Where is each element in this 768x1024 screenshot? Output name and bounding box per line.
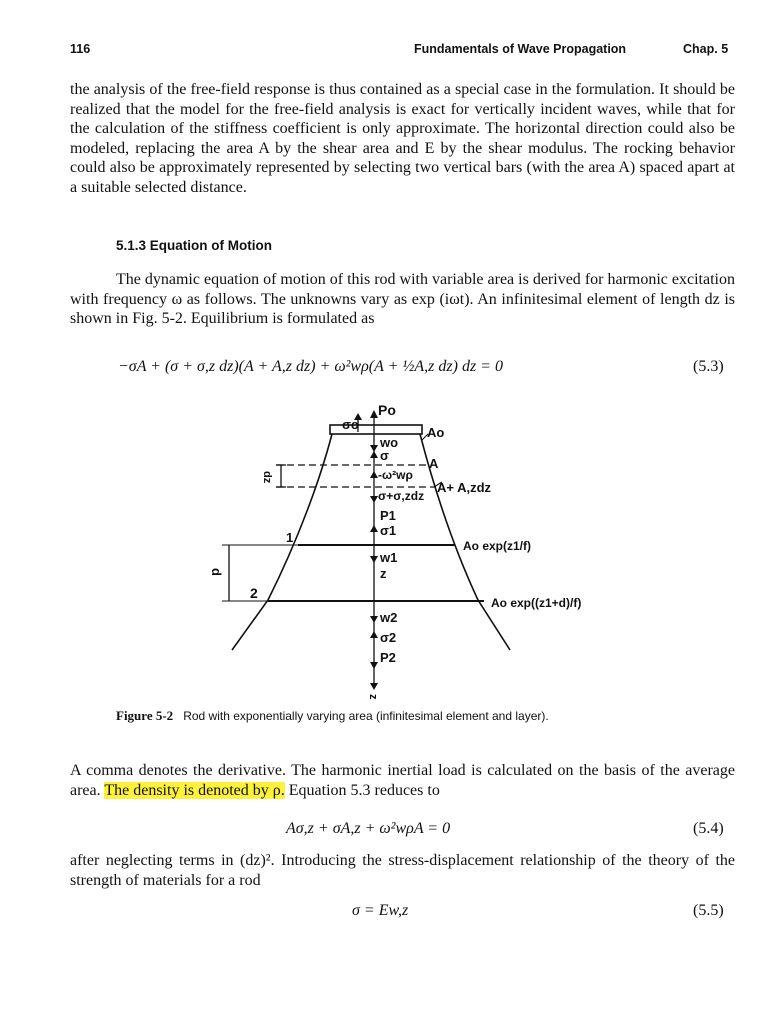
- label-w2: w2: [380, 610, 398, 625]
- label-a-exp1: Ao exp(z1/f): [463, 539, 532, 553]
- label-sigma-plus: σ+σ,zdz: [378, 489, 425, 503]
- label-sigma1: σ1: [380, 523, 397, 538]
- label-dz: dz: [261, 471, 273, 484]
- label-p0: Po: [378, 402, 396, 418]
- label-a: A: [429, 456, 439, 471]
- paragraph-derivative: [70, 761, 735, 800]
- label-z-bottom: z: [367, 694, 379, 700]
- caption-label: Figure 5-2: [116, 708, 174, 723]
- page-number: 116: [70, 42, 91, 56]
- label-d: d: [209, 568, 224, 576]
- running-title: Fundamentals of Wave Propagation: [414, 42, 627, 56]
- section-heading: 5.1.3 Equation of Motion: [116, 238, 272, 253]
- chapter-label: Chap. 5: [683, 42, 729, 56]
- label-p1: P1: [380, 508, 396, 523]
- label-w0: wo: [380, 435, 399, 450]
- paragraph-stress-displacement: after neglecting terms in (dz)². Introducing the stress-displacement relationship of the theory of the strength of materials for a rod: [70, 852, 735, 889]
- label-z-mid: z: [380, 566, 387, 581]
- label-w1: w1: [380, 550, 398, 565]
- equation-5-4-number: (5.4): [693, 820, 724, 837]
- figure-caption: [116, 708, 696, 724]
- caption-text: Rod with exponentially varying area (infinitesimal element and layer).: [183, 709, 549, 723]
- label-inertia: -ω²wρ: [378, 468, 413, 482]
- label-layer-1: 1: [286, 530, 294, 545]
- label-a0: Ao: [427, 425, 445, 440]
- equation-5-5: σ = Ew,z: [352, 902, 409, 919]
- label-sigma: σ: [380, 448, 389, 463]
- paragraph3-after: Equation 5.3 reduces to: [284, 781, 440, 799]
- highlighted-density-sentence: The density is denoted by ρ.: [104, 781, 285, 799]
- paragraph-equation-of-motion: The dynamic equation of motion of this rod with variable area is derived for harmonic excitation with frequency ω as follows. The unknowns vary as exp (iωt). An infinitesimal element of length dz is shown in Fig. 5-2. Equilibrium is formulated as: [70, 271, 735, 328]
- label-a-plus: A+ A,zdz: [437, 480, 492, 495]
- label-layer-2: 2: [250, 585, 258, 601]
- equation-5-5-number: (5.5): [693, 902, 724, 919]
- label-sigma2: σ2: [380, 630, 397, 645]
- label-sigma0: σo: [342, 417, 359, 432]
- label-p2: P2: [380, 650, 396, 665]
- equation-5-4: Aσ,z + σA,z + ω²wρA = 0: [286, 820, 451, 837]
- paragraph3-before: A comma denotes the derivative. The harmonic inertial load is calculated on the basis of the average area.: [70, 762, 735, 799]
- equation-5-3-number: (5.3): [693, 358, 724, 375]
- paragraph-free-field: the analysis of the free-field response is thus contained as a special case in the formulation. It should be realized that the model for the free-field analysis is exact for vertically incident waves, while that for the calculation of the stiffness coefficient is only approximate. The horizontal direction could also be modeled, replacing the area A by the shear area and E by the shear modulus. The rocking behavior could also be approximately represented by selecting two vertical bars (with the area A) spaced apart at a suitable selected distance.: [70, 81, 735, 196]
- label-a-exp2: Ao exp((z1+d)/f): [491, 596, 582, 610]
- rod-left-edge: [232, 434, 332, 650]
- equation-5-3: −σA + (σ + σ,z dz)(A + A,z dz) + ω²wρ(A + ½A,z dz) dz = 0: [118, 358, 503, 375]
